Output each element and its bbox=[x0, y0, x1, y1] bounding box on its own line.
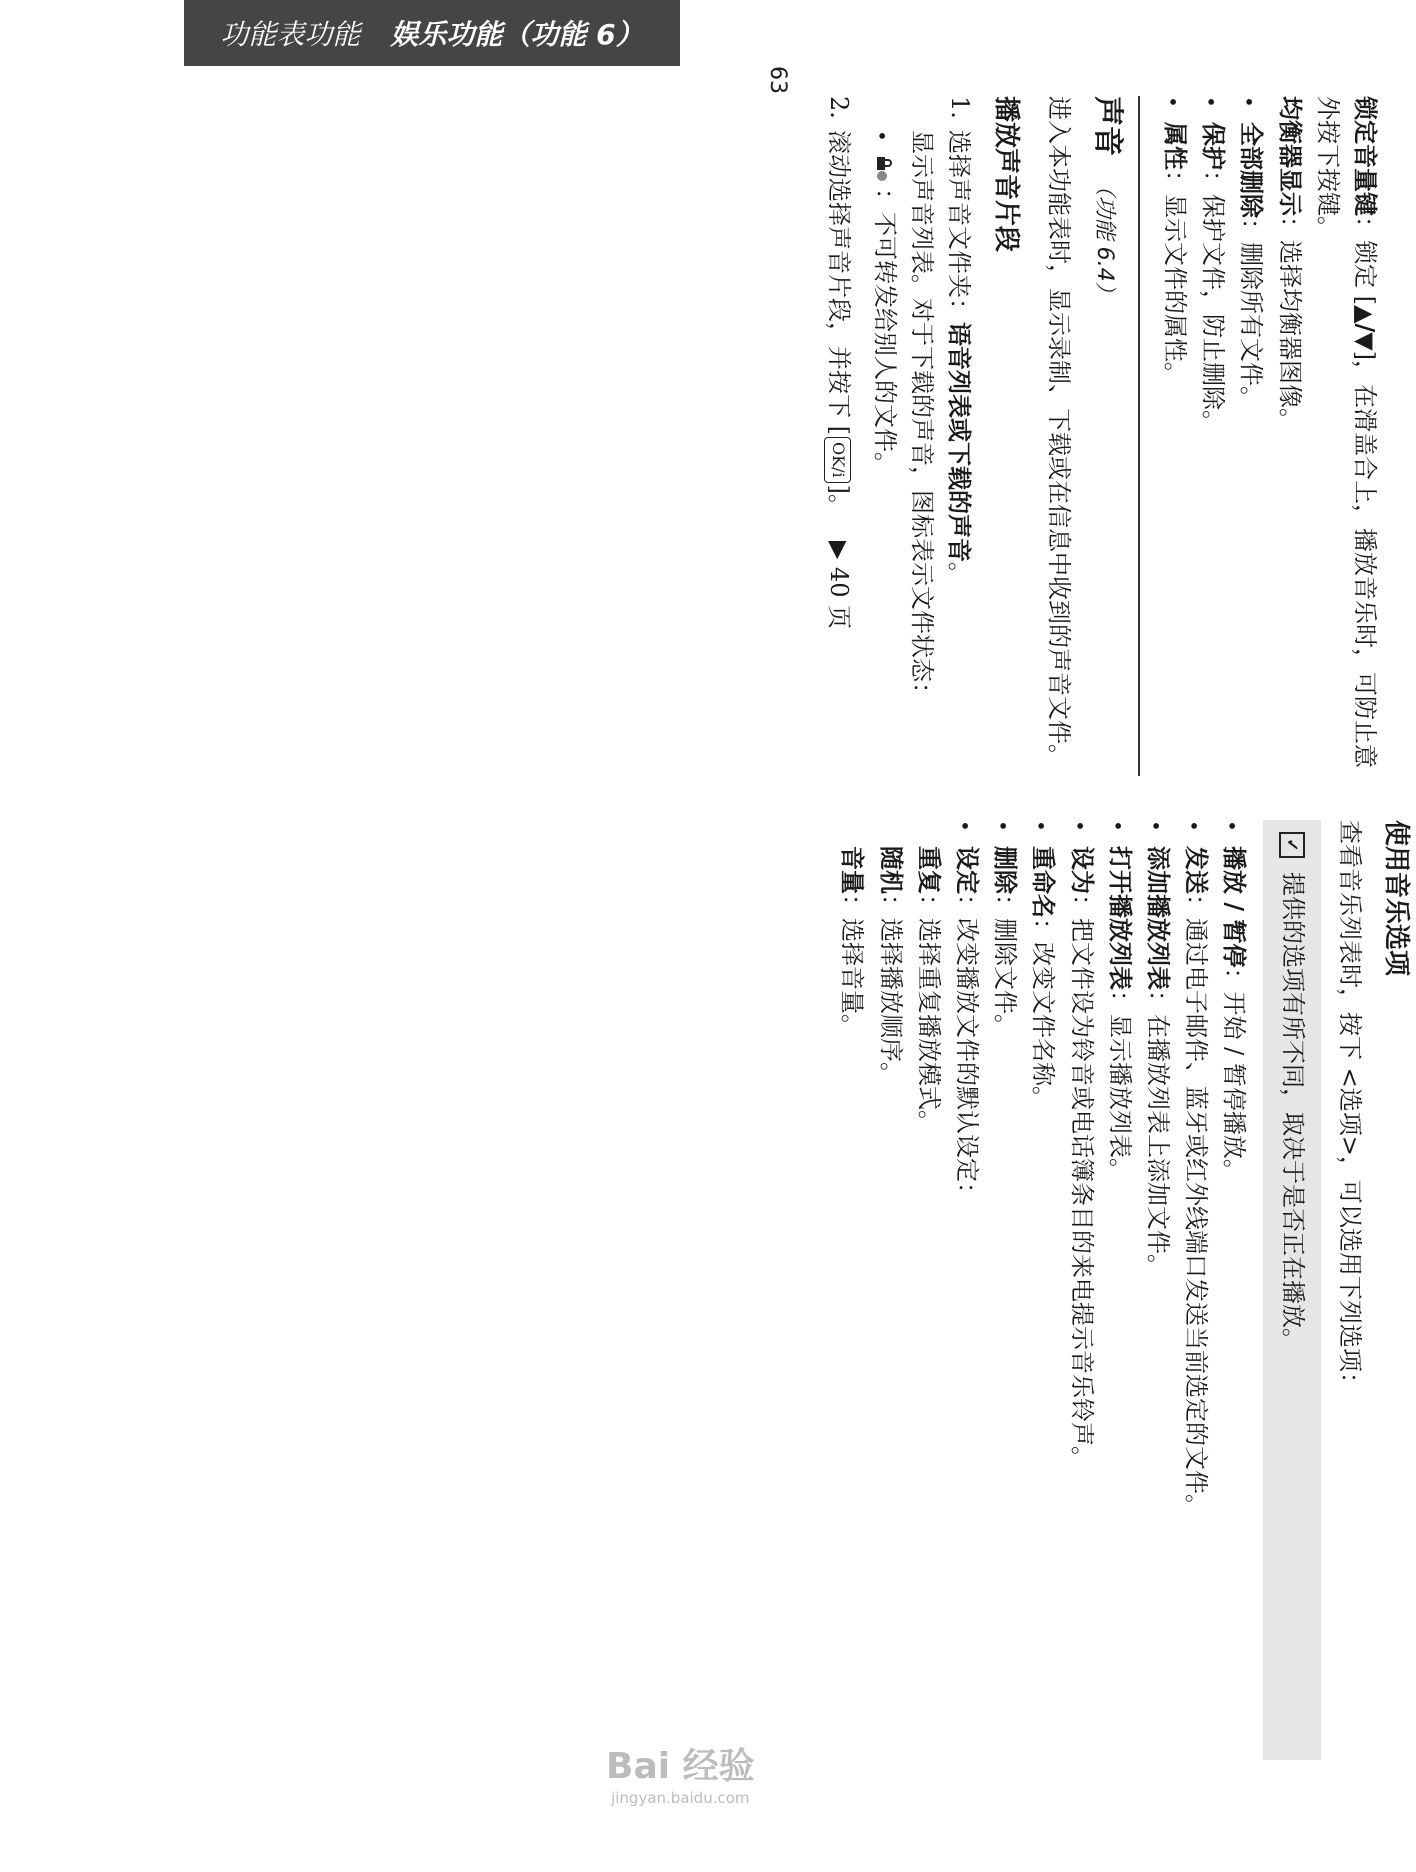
subsection-heading: 播放声音片段 bbox=[991, 96, 1022, 253]
list-item: • 发送：通过电子邮件、蓝牙或红外线端口发送当前选定的文件。 bbox=[1177, 820, 1215, 1760]
lock-key-item: 锁定音量键：锁定 [▲/▼]，在滑盖合上，播放音乐时，可防止意外按下按键。 bbox=[1313, 96, 1380, 769]
bullet-icon: • bbox=[991, 820, 1016, 832]
section-intro: 进入本功能表时，显示录制、下载或在信息中收到的声音文件。 bbox=[1045, 96, 1074, 768]
list-item: • 重命名：改变文件名称。 bbox=[1024, 820, 1062, 1760]
bullet-icon: • bbox=[1237, 96, 1262, 108]
checkbox-note-icon: ✓ bbox=[1279, 832, 1305, 858]
header-tab bbox=[184, 0, 680, 66]
list-item: • 打开播放列表：显示播放列表。 bbox=[1101, 820, 1139, 1760]
list-item: • 设为：把文件设为铃音或电话簿条目的来电提示音乐铃声。 bbox=[1062, 820, 1100, 1760]
forward-lock-icon bbox=[875, 156, 891, 182]
list-item: • 保护：保护文件，防止删除。 bbox=[1194, 96, 1232, 776]
bullet-icon: • bbox=[953, 820, 978, 832]
note-box bbox=[1263, 820, 1320, 1760]
bullet-icon: • bbox=[1182, 820, 1207, 832]
bullet-icon: • bbox=[1220, 820, 1245, 832]
right-column bbox=[724, 96, 1384, 776]
list-item: • 删除：删除文件。 bbox=[986, 820, 1024, 1760]
options-heading: 使用音乐选项 bbox=[1381, 820, 1411, 977]
bullet-icon: • bbox=[1029, 820, 1054, 832]
section-heading: 声音 （功能 6.4） bbox=[1089, 96, 1125, 304]
header-subtitle: 功能表功能 bbox=[220, 18, 361, 51]
sub-item: 随机：选择播放顺序。 bbox=[876, 846, 906, 1086]
bullet-icon: • bbox=[1161, 96, 1186, 108]
bullet-icon: • bbox=[1067, 820, 1092, 832]
section-divider bbox=[1138, 96, 1140, 776]
list-item: • 设定：改变播放文件的默认设定： bbox=[948, 820, 986, 1760]
list-item: 均衡器显示：选择均衡器图像。 bbox=[1275, 96, 1305, 432]
step-item: 2. 滚动选择声音片段，并按下 [OK/i]。 ▶ 40 页 bbox=[825, 96, 854, 630]
list-item: • 属性：显示文件的属性。 bbox=[1156, 96, 1194, 776]
bullet-icon: • bbox=[1105, 820, 1130, 832]
list-item: • 播放 / 暂停：开始 / 暂停播放。 bbox=[1215, 820, 1253, 1760]
bullet-icon: • bbox=[1143, 820, 1168, 832]
step-item: 1. 选择声音文件夹：语音列表或下载的声音。 bbox=[944, 96, 974, 586]
header-title: 娱乐功能（功能 6） bbox=[390, 18, 644, 51]
forward-lock-item: • ：不可转发给别人的文件。 bbox=[865, 96, 902, 776]
sub-item: 音量：选择音量。 bbox=[838, 846, 868, 1038]
ok-key-icon: OK/i bbox=[824, 437, 851, 483]
left-column bbox=[736, 820, 1416, 1760]
list-item: • 添加播放列表：在播放列表上添加文件。 bbox=[1139, 820, 1177, 1760]
options-intro: 查看音乐列表时，按下 <选项>，可以选用下列选项： bbox=[1335, 820, 1364, 1396]
watermark-brand: Bai 经验 bbox=[606, 1746, 755, 1787]
note-text: 提供的选项有所不同，取决于是否正在播放。 bbox=[1278, 872, 1307, 1352]
step-detail: 显示声音列表。对于下载的声音，图标表示文件状态： bbox=[907, 130, 936, 706]
page-number: 63 bbox=[765, 66, 790, 94]
watermark-url: jingyan.baidu.com bbox=[611, 1789, 750, 1807]
watermark bbox=[606, 1738, 755, 1807]
list-item: • 全部删除：删除所有文件。 bbox=[1232, 96, 1270, 776]
bullet-icon: • bbox=[1199, 96, 1224, 108]
bullet-icon: • bbox=[869, 130, 894, 142]
sub-item: 重复：选择重复播放模式。 bbox=[914, 846, 944, 1134]
